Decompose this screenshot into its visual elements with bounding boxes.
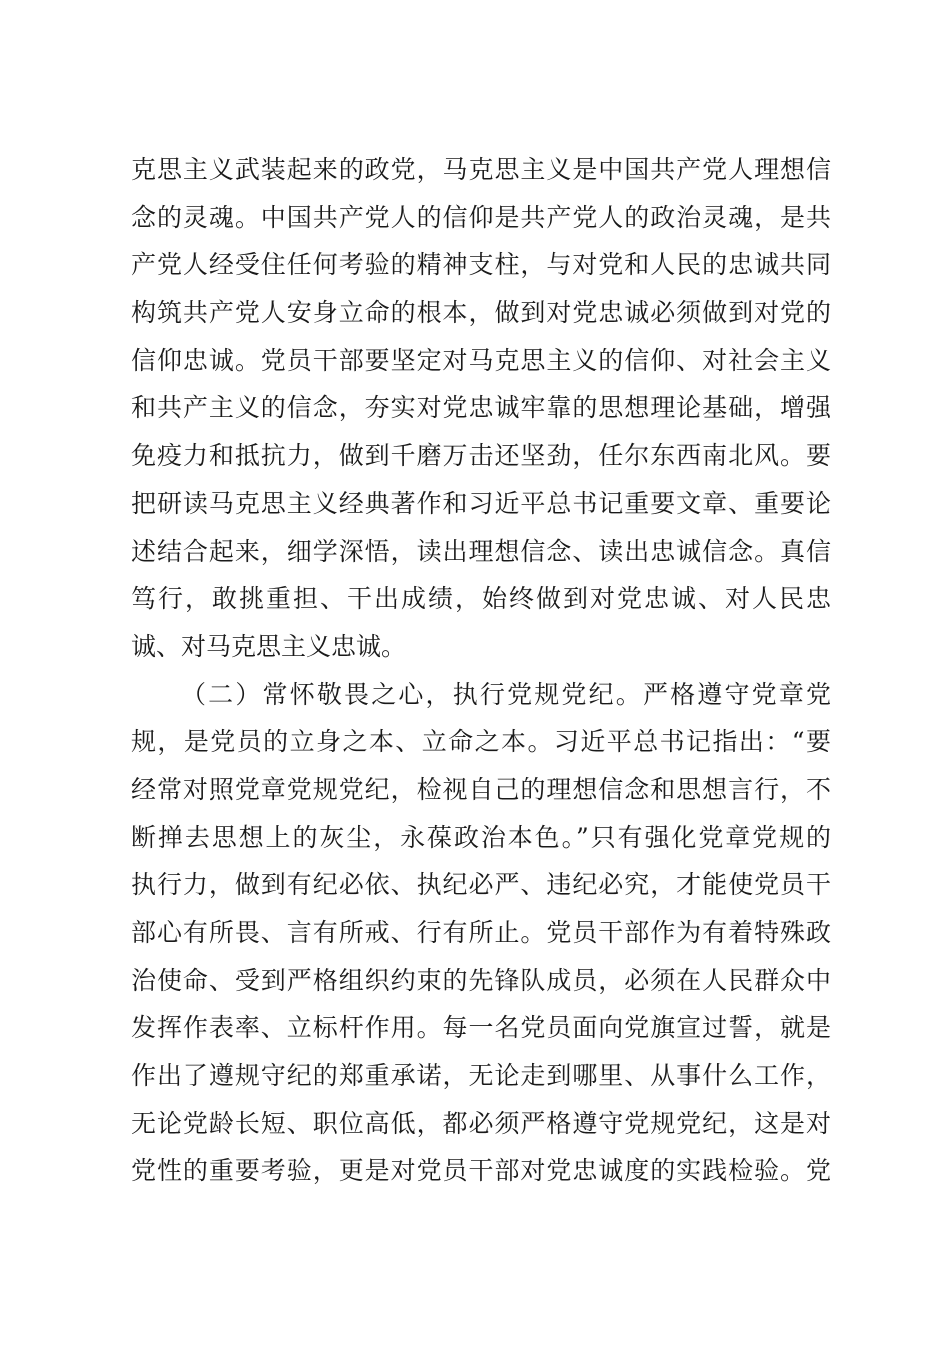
text-line: 经常对照党章党规党纪，检视自己的理想信念和思想言行，不 bbox=[131, 774, 831, 804]
text-line: 述结合起来，细学深悟，读出理想信念、读出忠诚信念。真信 bbox=[131, 536, 831, 566]
text-line: 执行力，做到有纪必依、执纪必严、违纪必究，才能使党员干 bbox=[131, 870, 831, 900]
text-line: 作出了遵规守纪的郑重承诺，无论走到哪里、从事什么工作， bbox=[131, 1061, 831, 1091]
text-line: 念的灵魂。中国共产党人的信仰是共产党人的政治灵魂，是共 bbox=[131, 202, 831, 232]
text-line: 构筑共产党人安身立命的根本，做到对党忠诚必须做到对党的 bbox=[131, 298, 831, 328]
text-line: 发挥作表率、立标杆作用。每一名党员面向党旗宣过誓，就是 bbox=[131, 1013, 831, 1043]
text-line: 诚、对马克思主义忠诚。 bbox=[131, 631, 407, 661]
body-text bbox=[131, 146, 831, 1195]
text-line: 规，是党员的立身之本、立命之本。习近平总书记指出：“要 bbox=[131, 727, 831, 757]
text-line: 治使命、受到严格组织约束的先锋队成员，必须在人民群众中 bbox=[131, 965, 831, 995]
text-line: 免疫力和抵抗力，做到千磨万击还坚劲，任尔东西南北风。要 bbox=[131, 441, 831, 471]
text-line: 无论党龄长短、职位高低，都必须严格遵守党规党纪，这是对 bbox=[131, 1108, 831, 1138]
text-line: 党性的重要考验，更是对党员干部对党忠诚度的实践检验。党 bbox=[131, 1156, 831, 1186]
text-line: 断掸去思想上的灰尘，永葆政治本色。”只有强化党章党规的 bbox=[131, 822, 831, 852]
text-line: 笃行，敢挑重担、干出成绩，始终做到对党忠诚、对人民忠 bbox=[131, 584, 831, 614]
text-line: 和共产主义的信念，夯实对党忠诚牢靠的思想理论基础，增强 bbox=[131, 393, 831, 423]
text-line: 产党人经受住任何考验的精神支柱，与对党和人民的忠诚共同 bbox=[131, 250, 831, 280]
section-heading-line: （二）常怀敬畏之心，执行党规党纪。严格遵守党章党 bbox=[181, 679, 831, 709]
text-line: 信仰忠诚。党员干部要坚定对马克思主义的信仰、对社会主义 bbox=[131, 345, 831, 375]
text-line: 部心有所畏、言有所戒、行有所止。党员干部作为有着特殊政 bbox=[131, 918, 831, 947]
text-line: 克思主义武装起来的政党，马克思主义是中国共产党人理想信 bbox=[131, 155, 831, 184]
text-line: 把研读马克思主义经典著作和习近平总书记重要文章、重要论 bbox=[131, 488, 831, 518]
